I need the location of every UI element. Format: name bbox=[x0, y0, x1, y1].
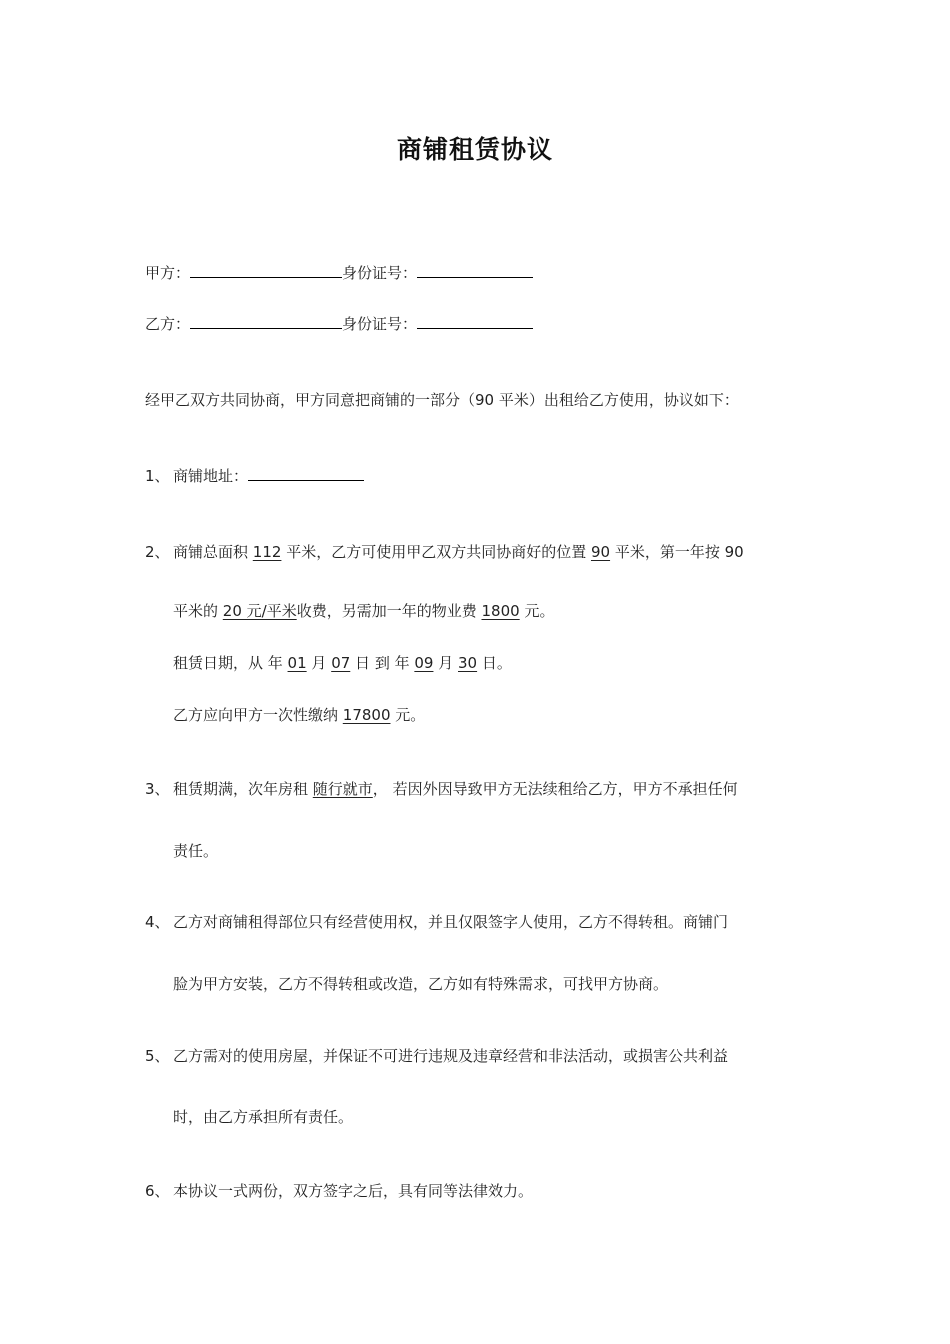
clause-text: 月 bbox=[306, 654, 332, 672]
clause-text: 元。 bbox=[390, 706, 426, 724]
clause-number: 1、 bbox=[145, 467, 170, 485]
clause-text: 租赁日期，从 年 bbox=[173, 654, 288, 672]
property-fee-value: 1800 bbox=[481, 602, 520, 620]
party-a-label: 甲方： bbox=[145, 264, 191, 282]
clause-2-line-2 bbox=[173, 601, 554, 621]
party-b-label: 乙方： bbox=[145, 315, 191, 333]
clause-number: 5、 bbox=[145, 1047, 170, 1065]
clause-text: 平米的 bbox=[173, 602, 223, 620]
clause-text: 月 bbox=[433, 654, 458, 672]
clause-text: 租赁期满，次年房租 bbox=[173, 780, 313, 798]
party-a-line bbox=[145, 263, 533, 283]
shop-address-field[interactable] bbox=[248, 466, 364, 481]
clause-text: 乙方应向甲方一次性缴纳 bbox=[173, 706, 343, 724]
clause-text: 本协议一式两份，双方签字之后，具有同等法律效力。 bbox=[173, 1182, 534, 1200]
usable-area-value: 90 bbox=[590, 543, 611, 561]
party-b-name-field[interactable] bbox=[190, 314, 342, 329]
clause-4-line-2: 脸为甲方安装，乙方不得转租或改造，乙方如有特殊需求，可找甲方协商。 bbox=[173, 975, 669, 993]
clause-number: 2、 bbox=[145, 543, 170, 561]
intro-paragraph: 经甲乙双方共同协商，甲方同意把商铺的一部分（90 平米）出租给乙方使用，协议如下： bbox=[145, 391, 739, 409]
party-b-line bbox=[145, 314, 533, 334]
party-a-name-field[interactable] bbox=[190, 263, 342, 278]
clause-text: 平米，乙方可使用甲乙双方共同协商好的位置 bbox=[281, 543, 591, 561]
party-b-id-label: 身份证号： bbox=[342, 315, 418, 333]
clause-5-line-2: 时，由乙方承担所有责任。 bbox=[173, 1108, 354, 1126]
clause-number: 3、 bbox=[145, 780, 170, 798]
clause-text: 商铺总面积 bbox=[173, 543, 253, 561]
clause-text: 乙方对商铺租得部位只有经营使用权，并且仅限签字人使用，乙方不得转租。商铺门 bbox=[173, 913, 729, 931]
clause-number: 6、 bbox=[145, 1182, 170, 1200]
end-month-value: 09 bbox=[414, 654, 434, 672]
start-month-value: 01 bbox=[287, 654, 307, 672]
total-area-value: 112 bbox=[252, 543, 282, 561]
party-b-id-field[interactable] bbox=[417, 314, 533, 329]
start-day-value: 07 bbox=[331, 654, 351, 672]
clause-3-line-1 bbox=[145, 779, 738, 799]
clause-2-lease-dates bbox=[173, 653, 512, 673]
clause-text: 乙方需对的使用房屋，并保证不可进行违规及违章经营和非法活动，或损害公共利益 bbox=[173, 1047, 729, 1065]
party-a-id-field[interactable] bbox=[417, 263, 533, 278]
total-payment-value: 17800 bbox=[342, 706, 391, 724]
clause-2-line-1 bbox=[145, 542, 744, 562]
clause-number: 4、 bbox=[145, 913, 170, 931]
document-title: 商铺租赁协议 bbox=[396, 135, 553, 164]
clause-6 bbox=[145, 1181, 533, 1201]
clause-text: ， 若因外因导致甲方无法续租给乙方，甲方不承担任何 bbox=[372, 780, 738, 798]
clause-text: 元。 bbox=[519, 602, 555, 620]
clause-3-line-2: 责任。 bbox=[173, 842, 219, 860]
clause-text: 收费，另需加一年的物业费 bbox=[296, 602, 482, 620]
end-day-value: 30 bbox=[458, 654, 478, 672]
clause-1 bbox=[145, 466, 364, 486]
rate-value: 20 元/平米 bbox=[222, 602, 297, 620]
rent-term-value: 随行就市 bbox=[312, 780, 373, 798]
clause-text: 日。 bbox=[477, 654, 512, 672]
clause-2-payment bbox=[173, 705, 425, 725]
party-a-id-label: 身份证号： bbox=[342, 264, 418, 282]
clause-4-line-1 bbox=[145, 912, 728, 932]
clause-text: 平米，第一年按 90 bbox=[610, 543, 744, 561]
clause-text: 日 到 年 bbox=[350, 654, 415, 672]
clause-5-line-1 bbox=[145, 1046, 728, 1066]
clause-1-label: 商铺地址： bbox=[173, 467, 249, 485]
